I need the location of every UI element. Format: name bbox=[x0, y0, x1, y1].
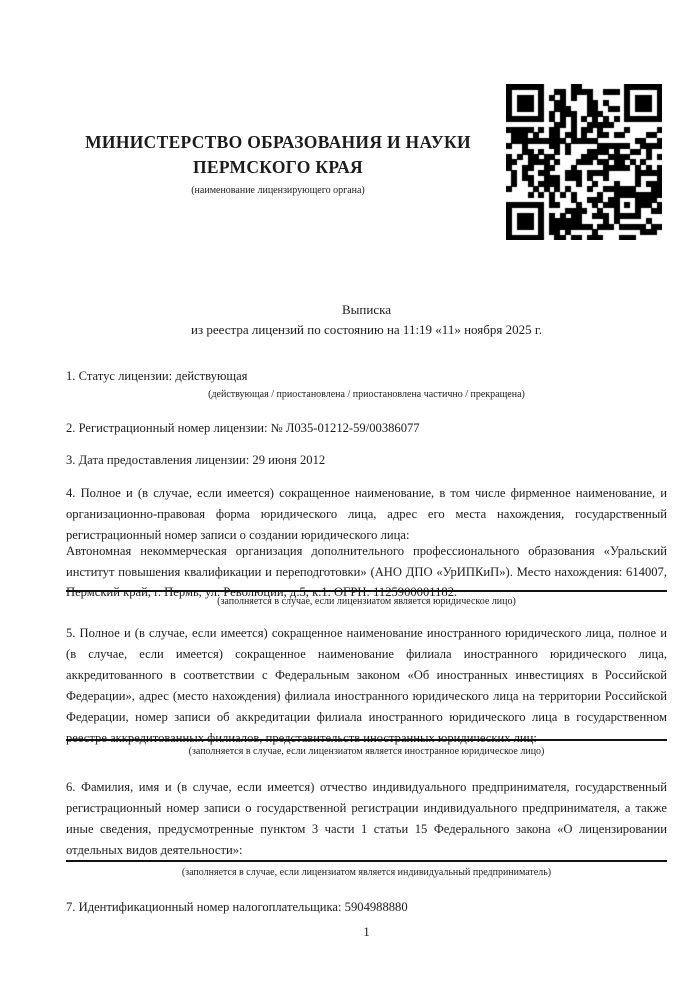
item-legal-entity-note: (заполняется в случае, если лицензиатом является юридическое лицо) bbox=[217, 596, 516, 607]
item-foreign-entity-note: (заполняется в случае, если лицензиатом является иностранное юридическое лицо) bbox=[188, 746, 545, 757]
document-title-line1: Выписка bbox=[342, 302, 391, 317]
field-underline-foreign-entity bbox=[66, 739, 667, 741]
item-legal-entity-value: Автономная некоммерческая организация дополнительного профессионального образования «Уральский институт повышения квалификации и переподготовки» (АНО ДПО «УрИПКиП»). Место нахождения: 614007, Пермский край, г. Пермь, ул. Революции, д.5, к.1. ОГРН: 1125900001182. bbox=[66, 544, 667, 599]
item-entrepreneur-note: (заполняется в случае, если лицензиатом является индивидуальный предприниматель) bbox=[181, 867, 552, 878]
item-license-status: 1. Статус лицензии: действующая bbox=[66, 369, 248, 383]
licensing-authority-header bbox=[66, 130, 490, 197]
item-legal-entity-heading: 4. Полное и (в случае, если имеется) сокращенное наименование, в том числе фирменное наименование, и организационно-правовая форма юридического лица, адрес его места нахождения, государственный регистрационный номер записи о создании юридического лица: bbox=[66, 486, 667, 542]
item-grant-date: 3. Дата предоставления лицензии: 29 июня 2012 bbox=[66, 453, 326, 467]
item-taxpayer-number: 7. Идентификационный номер налогоплательщика: 5904988880 bbox=[66, 900, 408, 914]
document-title bbox=[66, 300, 667, 340]
document-title-line2: из реестра лицензий по состоянию на 11:19 «11» ноября 2025 г. bbox=[191, 322, 542, 337]
ministry-name-line2: ПЕРМСКОГО КРАЯ bbox=[193, 157, 363, 177]
qr-code-icon bbox=[506, 84, 662, 240]
field-underline-legal-entity bbox=[66, 590, 667, 592]
item-entrepreneur-heading: 6. Фамилия, имя и (в случае, если имеется) отчество индивидуального предпринимателя, государственный регистрационный номер записи о государственной регистрации индивидуального предпринимателя, а также иные сведения, предусмотренные пунктом 3 части 1 статьи 15 Федерального закона «О лицензировании отдельных видов деятельности»: bbox=[66, 780, 667, 857]
ministry-name-caption: (наименование лицензирующего органа) bbox=[191, 185, 365, 196]
item-foreign-entity-heading: 5. Полное и (в случае, если имеется) сокращенное наименование иностранного юридического лица, полное и (в случае, если имеется) сокращенное наименование филиала иностранного юридического лица, аккредитованного в соответствии с Федеральным законом «Об иностранных инвестициях в Российской Федерации», адрес (место нахождения) филиала иностранного юридического лица на территории Российской Федерации, номер записи об аккредитации филиала иностранного юридического лица в государственном реестре аккредитованных филиалов, представительств иностранных юридических лиц: bbox=[66, 626, 667, 745]
item-registration-number: 2. Регистрационный номер лицензии: № Л035-01212-59/00386077 bbox=[66, 421, 420, 435]
field-underline-entrepreneur bbox=[66, 860, 667, 862]
ministry-name-line1: МИНИСТЕРСТВО ОБРАЗОВАНИЯ И НАУКИ bbox=[85, 132, 471, 152]
qr-code-image bbox=[506, 84, 662, 240]
page-number: 1 bbox=[363, 924, 370, 939]
item-license-status-note: (действующая / приостановлена / приостановлена частично / прекращена) bbox=[208, 389, 525, 400]
